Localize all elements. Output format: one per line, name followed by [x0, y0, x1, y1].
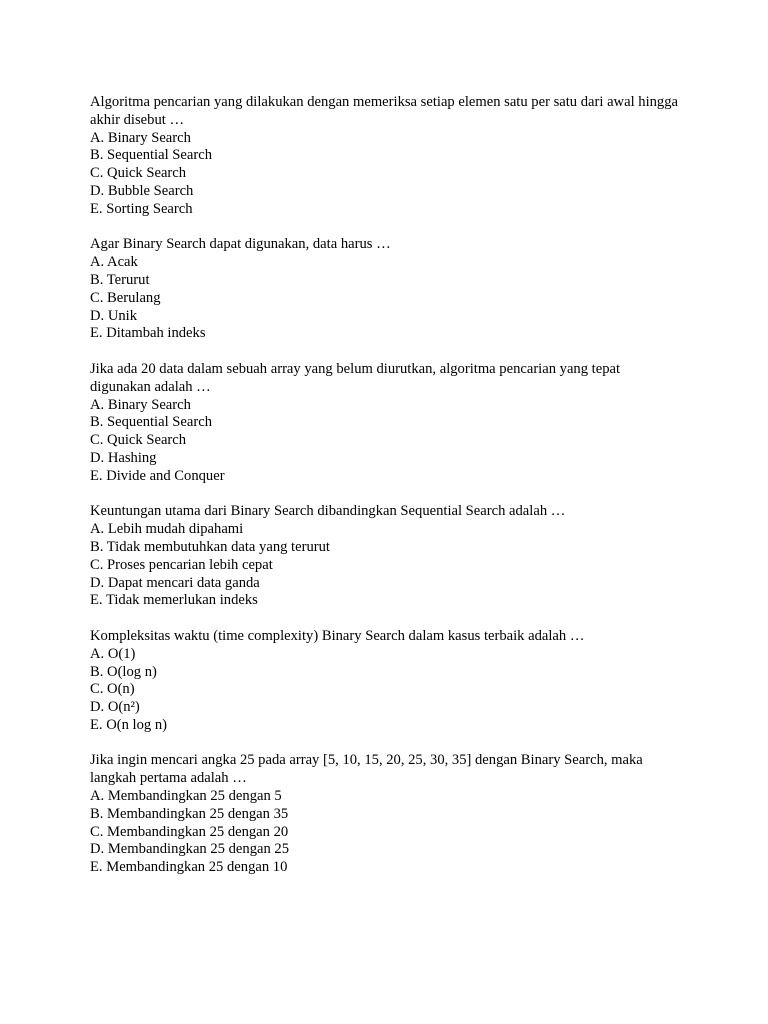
question-4: [90, 503, 680, 610]
option-d: D. O(n²): [90, 699, 140, 716]
option-e: E. Ditambah indeks: [90, 325, 206, 342]
question-text: Algoritma pencarian yang dilakukan dengan memeriksa setiap elemen satu per satu dari awal hingga akhir disebut …: [90, 94, 678, 128]
option-e: E. O(n log n): [90, 716, 168, 733]
option-a: A. O(1): [90, 645, 136, 662]
option-c: C. Berulang: [90, 289, 161, 306]
option-d: D. Hashing: [90, 449, 157, 466]
option-e: E. Tidak memerlukan indeks: [90, 592, 258, 609]
option-b: B. Terurut: [90, 271, 150, 288]
option-e: E. Divide and Conquer: [90, 467, 225, 484]
option-e: E. Sorting Search: [90, 200, 193, 217]
option-d: D. Bubble Search: [90, 182, 194, 199]
option-c: C. Quick Search: [90, 432, 187, 449]
option-a: A. Membandingkan 25 dengan 5: [90, 788, 282, 805]
question-text: Keuntungan utama dari Binary Search dibandingkan Sequential Search adalah …: [90, 503, 566, 520]
option-c: C. Quick Search: [90, 165, 187, 182]
question-2: [90, 236, 680, 343]
option-b: B. O(log n): [90, 663, 157, 680]
question-text: Jika ada 20 data dalam sebuah array yang belum diurutkan, algoritma pencarian yang tepat digunakan adalah …: [90, 360, 621, 395]
option-d: D. Unik: [90, 307, 138, 324]
option-c: C. O(n): [90, 681, 135, 698]
option-a: A. Binary Search: [90, 129, 191, 146]
question-3: [90, 361, 680, 486]
option-e: E. Membandingkan 25 dengan 10: [90, 859, 288, 876]
option-d: D. Dapat mencari data ganda: [90, 574, 260, 591]
option-b: B. Sequential Search: [90, 147, 212, 164]
question-5: [90, 628, 680, 735]
question-text: Kompleksitas waktu (time complexity) Binary Search dalam kasus terbaik adalah …: [90, 627, 585, 644]
option-b: B. Membandingkan 25 dengan 35: [90, 805, 289, 822]
option-a: A. Acak: [90, 254, 138, 271]
question-6: [90, 752, 680, 877]
option-d: D. Membandingkan 25 dengan 25: [90, 841, 290, 858]
question-1: [90, 94, 680, 219]
document-page: [90, 94, 680, 895]
option-c: C. Membandingkan 25 dengan 20: [90, 823, 289, 840]
question-text: Jika ingin mencari angka 25 pada array [5, 10, 15, 20, 25, 30, 35] dengan Binary Search, maka langkah pertama adalah …: [90, 752, 643, 787]
option-a: A. Lebih mudah dipahami: [90, 521, 244, 538]
option-b: B. Tidak membutuhkan data yang terurut: [90, 538, 330, 555]
question-text: Agar Binary Search dapat digunakan, data harus …: [90, 236, 391, 253]
option-a: A. Binary Search: [90, 396, 191, 413]
option-b: B. Sequential Search: [90, 414, 212, 431]
option-c: C. Proses pencarian lebih cepat: [90, 556, 273, 573]
